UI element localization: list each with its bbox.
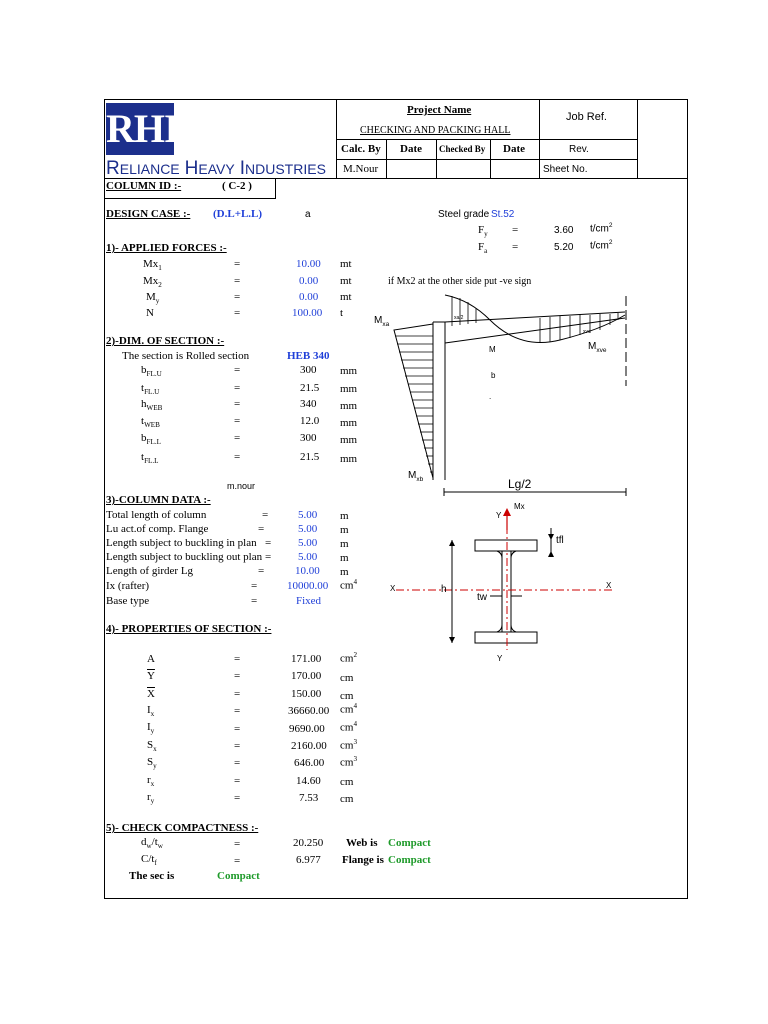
column-data-unit: m: [340, 524, 349, 536]
prop-unit: cm: [340, 776, 354, 788]
prop-sym: S: [147, 739, 154, 751]
prop-eq: =: [234, 757, 241, 769]
column-data-value: 5.00: [298, 509, 318, 521]
dim-unit: mm: [340, 434, 358, 446]
fy-sub: y: [484, 230, 488, 239]
column-data-value: 5.00: [298, 551, 318, 563]
small-label-b: xve: [583, 329, 591, 335]
dim-sym: b: [141, 364, 147, 376]
column-data-unit: m: [340, 552, 349, 564]
column-data-label: Total length of column: [106, 509, 207, 521]
sub-part: w: [157, 842, 163, 851]
fy-unit-text: t/cm: [590, 223, 609, 235]
force-sym: N: [146, 307, 154, 319]
m-label: M: [489, 345, 496, 354]
force-eq: =: [234, 275, 241, 287]
dim-sym: t: [141, 415, 145, 427]
b-label: b: [491, 371, 496, 380]
prop-sub: x: [150, 780, 155, 789]
project-name: CHECKING AND PACKING HALL: [360, 125, 511, 136]
m-sub: xve: [596, 347, 607, 354]
column-data-eq: =: [258, 523, 265, 535]
force-eq: =: [234, 291, 241, 303]
web-ratio-eq: =: [234, 838, 241, 850]
prop-eq: =: [234, 775, 241, 787]
fa-unit-sup: 2: [608, 239, 613, 246]
date-label: Date: [400, 143, 422, 155]
prop-unit: cm: [340, 672, 354, 684]
prop-eq: =: [234, 688, 241, 700]
prop-value: 646.00: [294, 757, 325, 769]
x-axis-left-label: X: [390, 584, 396, 593]
force-unit: mt: [340, 291, 352, 303]
column-data-unit: m: [340, 510, 349, 522]
prop-eq: =: [234, 670, 241, 682]
checked-by-label: Checked By: [439, 144, 486, 154]
prop-symbol: $\overline{Y}$: [147, 670, 155, 682]
lg2-label: Lg/2: [508, 477, 532, 491]
section-result: Compact: [217, 870, 260, 882]
dim-value: 300: [300, 364, 317, 376]
prop-sub: y: [150, 727, 155, 736]
applied-forces-title: 1)- APPLIED FORCES :-: [106, 242, 227, 254]
steel-grade-value: St.52: [491, 209, 515, 220]
design-case-value: (D.L+L.L): [213, 208, 263, 220]
design-case-note: a: [305, 209, 311, 220]
force-sub: y: [155, 297, 160, 306]
dim-sym: t: [141, 382, 145, 394]
company-word: ELIANCE: [119, 161, 180, 177]
fa-sym: F: [478, 241, 485, 253]
m-text: M: [408, 470, 417, 481]
prop-symbol: $\overline{X}$: [147, 688, 155, 700]
prop-value: 7.53: [299, 792, 319, 804]
dim-sub: FL.L: [146, 438, 161, 447]
prop-value: 14.60: [296, 775, 321, 787]
unit-sup: 4: [353, 578, 358, 586]
small-label-a: xa/2: [454, 315, 464, 321]
dim-sym: b: [141, 432, 147, 444]
sub-part: f: [154, 859, 157, 868]
job-ref: Job Ref.: [566, 111, 607, 123]
prop-sym: r: [147, 774, 151, 786]
sign-note: if Mx2 at the other side put -ve sign: [388, 276, 532, 287]
prop-sub: x: [153, 745, 157, 754]
dim-value: 21.5: [300, 451, 320, 463]
y-axis-top-label: Y: [496, 511, 502, 520]
prop-unit: cm: [340, 793, 354, 805]
dim-value: 340: [300, 398, 317, 410]
m-sub: xa: [382, 321, 390, 328]
project-name-label: Project Name: [407, 104, 472, 116]
y-axis-bottom-label: Y: [497, 654, 503, 663]
column-data-unit: m: [340, 566, 349, 578]
unit-sup: 2: [353, 651, 358, 659]
unit-sup: 3: [353, 755, 358, 763]
company-word: EAVY: [198, 161, 235, 177]
force-unit: t: [340, 307, 344, 319]
prop-sub: y: [153, 762, 157, 771]
sub-part: w: [146, 842, 152, 851]
prop-sub: y: [150, 797, 155, 806]
logo-text: RHI: [106, 106, 179, 151]
m-text: M: [588, 341, 597, 352]
prop-eq: =: [234, 792, 241, 804]
prop-value: 170.00: [291, 670, 322, 682]
column-data-value: 10.00: [295, 565, 320, 577]
column-data-eq: =: [262, 509, 269, 521]
dim-eq: =: [234, 451, 241, 463]
company-word: NDUSTRIES: [245, 161, 326, 177]
tfl-label: tfl: [556, 535, 564, 546]
force-eq: =: [234, 307, 241, 319]
prop-value: 36660.00: [288, 705, 330, 717]
company-letter: I: [239, 158, 246, 179]
prop-unit: cm: [340, 690, 354, 702]
fy-sym: F: [478, 224, 485, 236]
force-unit: mt: [340, 258, 352, 270]
sym-part: C/t: [141, 853, 155, 865]
prop-sym: A: [147, 653, 155, 665]
column-data-value: Fixed: [296, 595, 322, 607]
prop-value: 150.00: [291, 688, 322, 700]
force-sym: M: [146, 291, 156, 303]
dim-eq: =: [234, 432, 241, 444]
force-value: 0.00: [299, 291, 319, 303]
flange-ratio-eq: =: [234, 855, 241, 867]
dim-eq: =: [234, 382, 241, 394]
dim-eq: =: [234, 398, 241, 410]
unit-text: cm: [340, 721, 354, 734]
prop-eq: =: [234, 705, 241, 717]
column-data-label: Length subject to buckling in plan: [106, 537, 257, 549]
dim-unit: mm: [340, 365, 358, 377]
column-data-eq: =: [251, 580, 258, 592]
flange-result: Compact: [388, 854, 431, 866]
prop-eq: =: [234, 740, 241, 752]
column-data-value: 5.00: [298, 537, 318, 549]
unit-text: cm: [340, 739, 354, 752]
force-value: 100.00: [292, 307, 323, 319]
column-id-value: ( C-2 ): [222, 180, 252, 192]
force-unit: mt: [340, 275, 352, 287]
dim-unit: mm: [340, 417, 358, 429]
column-data-label: Length of girder Lg: [106, 565, 194, 577]
unit-text: cm: [340, 652, 354, 665]
dim-sub: FL.U: [144, 388, 160, 397]
column-data-title: 3)-COLUMN DATA :-: [106, 494, 211, 506]
dim-eq: =: [234, 364, 241, 376]
dim-unit: mm: [340, 453, 358, 465]
force-sub: 2: [158, 281, 162, 290]
column-data-label: Lu act.of comp. Flange: [106, 523, 209, 535]
fa-sub: a: [484, 247, 488, 256]
dim-sub: FL.U: [146, 370, 162, 379]
m-text: M: [374, 315, 383, 326]
sheet-no-label: Sheet No.: [543, 164, 588, 175]
force-eq: =: [234, 258, 241, 270]
web-label: Web is: [346, 837, 378, 849]
unit-sup: 3: [353, 738, 358, 746]
company-letter: H: [184, 158, 199, 179]
fa-eq: =: [512, 241, 519, 253]
column-data-eq: =: [265, 537, 272, 549]
steel-grade-label: Steel grade: [438, 209, 490, 220]
column-data-value: 5.00: [298, 523, 318, 535]
unit-text: cm: [340, 756, 354, 769]
x-axis-right-label: X: [606, 581, 612, 590]
prop-value: 171.00: [291, 653, 322, 665]
prop-sym: I: [147, 721, 151, 733]
author-note: m.nour: [227, 481, 256, 491]
dim-sym: t: [141, 451, 145, 463]
fa-unit-text: t/cm: [590, 240, 609, 252]
column-data-eq: =: [265, 551, 272, 563]
prop-value: 2160.00: [291, 740, 327, 752]
tw-label: tw: [477, 592, 487, 603]
force-value: 10.00: [296, 258, 321, 270]
prop-sym: r: [147, 791, 151, 803]
h-label: h: [441, 584, 447, 595]
unit-text: cm: [340, 579, 354, 592]
dot-mark: .: [489, 392, 492, 401]
calc-by-label: Calc. By: [341, 143, 381, 155]
m-sub: xb: [416, 476, 424, 483]
column-data-eq: =: [251, 595, 258, 607]
column-data-unit: m: [340, 538, 349, 550]
dim-eq: =: [234, 415, 241, 427]
force-sub: 1: [158, 264, 162, 273]
prop-value: 9690.00: [289, 723, 325, 735]
mx-label: Mx: [514, 502, 525, 511]
unit-sup: 4: [353, 702, 358, 710]
rolled-section-label: The section is Rolled section: [122, 350, 250, 362]
column-data-label: Length subject to buckling out plan: [106, 551, 263, 563]
dim-sym: h: [141, 398, 147, 410]
fy-value: 3.60: [554, 225, 574, 236]
column-data-label: Ix (rafter): [106, 580, 150, 592]
dim-sub: FL.L: [144, 457, 159, 466]
prop-eq: =: [234, 653, 241, 665]
force-value: 0.00: [299, 275, 319, 287]
company-letter: R: [106, 158, 120, 179]
dim-value: 300: [300, 432, 317, 444]
sym-part: d: [141, 836, 147, 848]
dim-value: 12.0: [300, 415, 320, 427]
dim-sub: WEB: [146, 404, 163, 413]
dim-value: 21.5: [300, 382, 320, 394]
date2-label: Date: [503, 143, 525, 155]
fy-unit-sup: 2: [608, 222, 613, 229]
dim-unit: mm: [340, 383, 358, 395]
properties-title: 4)- PROPERTIES OF SECTION :-: [106, 623, 272, 635]
fy-eq: =: [512, 224, 519, 236]
force-sym: Mx: [143, 275, 159, 287]
web-result: Compact: [388, 837, 431, 849]
prop-sym: S: [147, 756, 154, 768]
prop-sub: x: [150, 710, 155, 719]
design-case-label: DESIGN CASE :-: [106, 208, 191, 220]
dim-sub: WEB: [144, 421, 160, 430]
web-ratio-value: 20.250: [293, 837, 324, 849]
calc-by-value: M.Nour: [343, 163, 379, 175]
prop-eq: =: [234, 723, 241, 735]
section-name: HEB 340: [287, 350, 330, 362]
fa-value: 5.20: [554, 242, 574, 253]
sym-part: /t: [151, 836, 158, 848]
rev-label: Rev.: [569, 144, 589, 155]
unit-text: cm: [340, 703, 354, 716]
dim-section-title: 2)-DIM. OF SECTION :-: [106, 335, 225, 347]
section-label: The sec is: [129, 870, 175, 882]
column-data-label: Base type: [106, 595, 150, 607]
flange-label: Flange is: [342, 854, 384, 866]
dim-unit: mm: [340, 400, 358, 412]
column-data-eq: =: [258, 565, 265, 577]
prop-sym: I: [147, 704, 151, 716]
column-id-label: COLUMN ID :-: [106, 180, 182, 192]
column-data-value: 10000.00: [287, 580, 329, 592]
force-sym: Mx: [143, 258, 159, 270]
unit-sup: 4: [353, 720, 358, 728]
flange-ratio-value: 6.977: [296, 854, 321, 866]
compactness-title: 5)- CHECK COMPACTNESS :-: [106, 822, 259, 834]
